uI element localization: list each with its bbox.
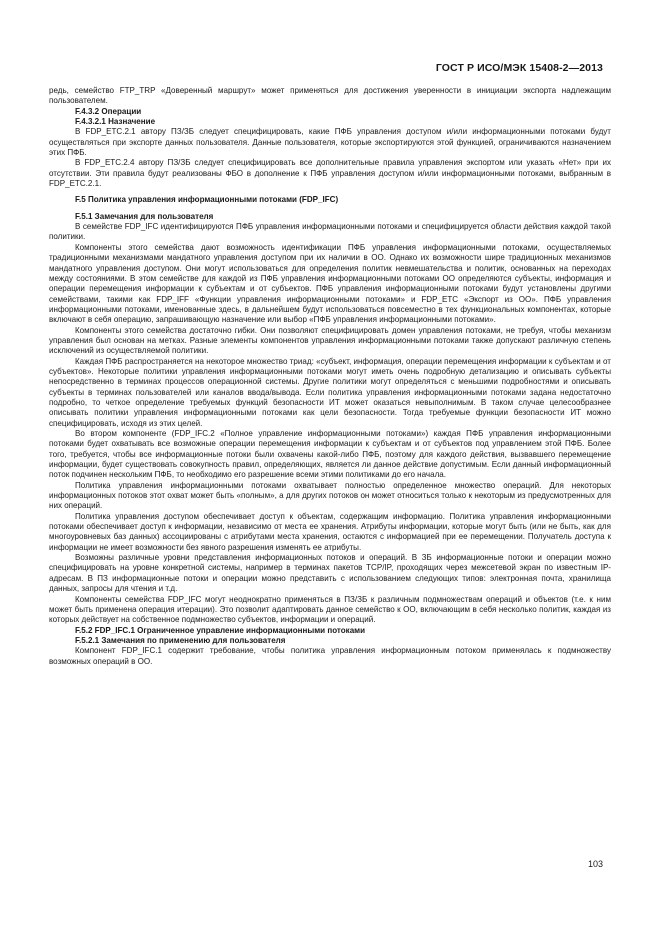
heading-f432: F.4.3.2 Операции [75, 106, 142, 116]
paragraph: В FDP_ETC.2.1 автору ПЗ/ЗБ следует специфицировать, какие ПФБ управления доступом и/или информационными потоками будут осуществляться при экспорте данных пользователя. Данные пользователя, которые экспортируются этой функцией, ограничиваются назначением этих ПФБ. [49, 127, 611, 158]
paragraph-continuation: редь, семейство FTP_TRP «Доверенный маршрут» может применяться для достижения уверенности в инициации экспорта надлежащим пользователем. [49, 86, 611, 106]
paragraph: Каждая ПФБ распространяется на некоторое множество триад: «субъект, информация, операции перемещения информации к субъектам и от субъектов». Некоторые политики управления информационными потоками могут иметь очень подробную детализацию и описывать субъекты непосредственно в терминах процессов операционной системы. Другие политики могут определяться с меньшими подробностями и описывать субъекты в терминах пользователей или каналов ввода/вывода. Если политика управления информационными потоками задана недостаточно подробно, то четкое определение требуемых функций безопасности ИТ может оказаться невыполнимым. В таком случае целесообразнее описывать политики управления информационными потоками как цели безопасности. Тогда требуемые функции безопасности ИТ можно специфицировать, исходя из этих целей. [49, 356, 611, 428]
paragraph: Возможны различные уровни представления информационных потоков и операций. В ЗБ информационные потоки и операции можно специфицировать на уровне конкретной системы, например в терминах пакетов TCP/IP, проходящих через межсетевой экран по известным IP-адресам. В ПЗ информационные потоки и операции можно представить с использованием следующих типов: электронная почта, хранилища данных, запросы для чтения и т.д. [49, 553, 611, 594]
paragraph: Политика управления доступом обеспечивает доступ к объектам, содержащим информацию. Политика управления информационными потоками обеспечивает доступ к информации, независимо от места ее хранения. Атрибуты информации, которые могут быть (или не быть, как для многоуровневых баз данных) ассоциированы с атрибутами места хранения, остаются с информацией при ее перемещении. Получатель доступа к информации не имеет возможности без явного разрешения изменять ее атрибуты. [49, 511, 611, 552]
paragraph: Компонент FDP_IFC.1 содержит требование, чтобы политика управления информационным потоком применялась к подмножеству возможных операций в ОО. [49, 646, 611, 666]
paragraph: Компоненты семейства FDP_IFC могут неоднократно применяться в ПЗ/ЗБ к различным подмножествам операций и объектов (т.е. к ним может быть применена операция итерации). Это позволит адаптировать данное семейство к ОО, включающим в себя несколько политик, каждая из которых действует на собственное подмножество субъектов, информации и операций. [49, 594, 611, 625]
document-body [49, 86, 611, 667]
heading-f51: F.5.1 Замечания для пользователя [75, 211, 214, 221]
standard-header: ГОСТ Р ИСО/МЭК 15408-2—2013 [435, 62, 603, 74]
paragraph: Политика управления информационными потоками охватывает полностью определенное множество операций. Для некоторых информационных потоков этот охват может быть «полным», а для других потоков он может относиться только к некоторым из предусмотренных для них операций. [49, 480, 611, 511]
paragraph: В FDP_ETC.2.4 автору ПЗ/ЗБ следует специфицировать все дополнительные правила управления экспортом или указать «Нет» при их отсутствии. Эти правила будут реализованы ФБО в дополнение к ПФБ управления доступом и/или информационными потоками, выбранным в FDP_ETC.2.1. [49, 158, 611, 189]
paragraph: В семействе FDP_IFC идентифицируются ПФБ управления информационными потоками и специфицируется области действия каждой такой политики. [49, 222, 611, 242]
paragraph: Компоненты этого семейства дают возможность идентификации ПФБ управления информационными потоками, осуществляемых традиционными механизмами мандатного управления доступом при их наличии в ОО. Однако их возможности шире традиционных механизмов мандатного управления доступом. Они могут использоваться для определения политик невмешательства и политик, основанных на переходах между состояниями. В этом семействе для каждой из ПФБ управления информационными потоками ОО определяются субъекты, информация и операции перемещения информации к субъектам и от субъектов. ПФБ управления информационными потоками будут установлены другими семействами, такими как FDP_IFF «Функции управления информационными потоками» и FDP_ETC «Экспорт из ОО». ПФБ управления информационными потоками, именованные здесь, в дальнейшем будут использоваться повсеместно в тех функциональных компонентах, которые включают в себя операцию, запрашивающую назначение или выбор «ПФБ управления информационными потоками». [49, 242, 611, 325]
heading-f5: F.5 Политика управления информационными потоками (FDP_IFC) [75, 195, 339, 205]
heading-f521: F.5.2.1 Замечания по применению для пользователя [75, 635, 286, 645]
page-number: 103 [587, 859, 603, 869]
paragraph: Компоненты этого семейства достаточно гибки. Они позволяют специфицировать домен управления потоками, не требуя, чтобы механизм управления был основан на метках. Разные элементы компонентов управления информационными потоками также допускают различную степень исключений из осуществляемой политики. [49, 325, 611, 356]
heading-f4321: F.4.3.2.1 Назначение [75, 117, 156, 127]
paragraph: Во втором компоненте (FDP_IFC.2 «Полное управление информационными потоками») каждая ПФБ управления информационными потоками будет охватывать все возможные операции перемещения информации к субъектам и от субъектов под управлением этой ПФБ. Более того, требуется, чтобы все информационные потоки были охвачены какой-либо ПФБ, поэтому для каждого действия, вызвавшего перемещение информации, будет существовать совокупность правил, определяющих, является ли данное действие допустимым. Если данный информационный поток подчинен нескольким ПФБ, то необходимо его разрешение всеми этими политиками до его начала. [49, 429, 611, 480]
heading-f52: F.5.2 FDP_IFC.1 Ограниченное управление информационными потоками [75, 625, 366, 635]
